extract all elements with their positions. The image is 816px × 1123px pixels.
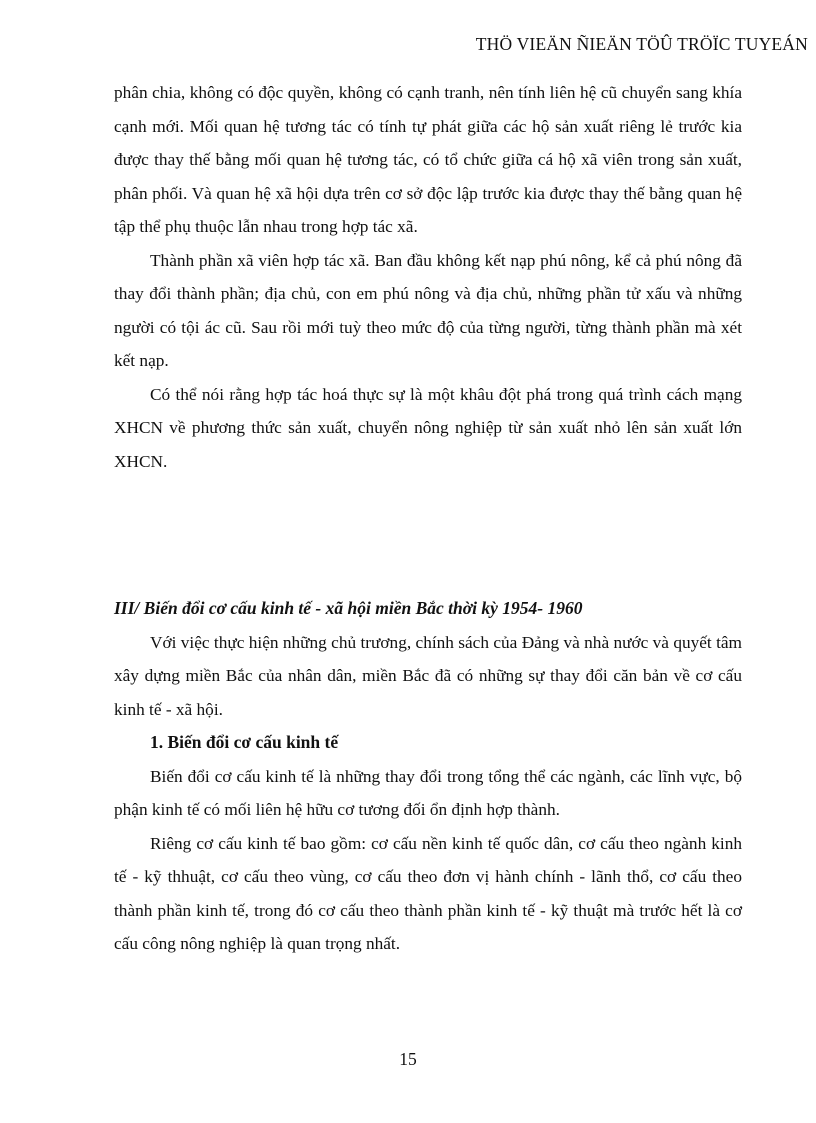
paragraph: Có thể nói rằng hợp tác hoá thực sự là một khâu đột phá trong quá trình cách mạng XHCN về phương thức sản xuất, chuyển nông nghiệp từ sản xuất nhỏ lên sản xuất lớn XHCN.	[114, 384, 742, 471]
paragraph: Thành phần xã viên hợp tác xã. Ban đầu không kết nạp phú nông, kể cả phú nông đã thay đổi thành phần; địa chủ, con em phú nông và địa chủ, những phần tử xấu và những người có tội ác cũ. Sau rồi mới tuỳ theo mức độ của từng người, từng thành phần mà xét kết nạp.	[114, 250, 742, 370]
page-number: 15	[399, 1049, 417, 1069]
paragraph: Với việc thực hiện những chủ trương, chính sách của Đảng và nhà nước và quyết tâm xây dựng miền Bắc của nhân dân, miền Bắc đã có những sự thay đổi căn bản về cơ cấu kinh tế - xã hội.	[114, 632, 742, 719]
subsection-heading: 1. Biến đổi cơ cấu kinh tế	[150, 732, 339, 752]
paragraph: Riêng cơ cấu kinh tế bao gồm: cơ cấu nền kinh tế quốc dân, cơ cấu theo ngành kinh tế - kỹ thhuật, cơ cấu theo vùng, cơ cấu theo đơn vị hành chính - lãnh thổ, cơ cấu theo thành phần kinh tế, trong đó cơ cấu theo thành phần kinh tế - kỹ thuật mà trước hết là cơ cấu công nông nghiệp là quan trọng nhất.	[114, 833, 742, 953]
page-body	[114, 76, 742, 961]
running-header: THÖ VIEÄN ÑIEÄN TÖÛ TRÖÏC TUYEÁN	[475, 34, 808, 54]
blank-space	[114, 478, 742, 592]
paragraph: Biến đổi cơ cấu kinh tế là những thay đổi trong tổng thể các ngành, các lĩnh vực, bộ phận kinh tế có mối liên hệ hữu cơ tương đối ổn định hợp thành.	[114, 766, 742, 819]
section-heading: III/ Biến đổi cơ cấu kinh tế - xã hội miền Bắc thời kỳ 1954- 1960	[114, 598, 583, 618]
paragraph: phân chia, không có độc quyền, không có cạnh tranh, nên tính liên hệ cũ chuyển sang khía cạnh mới. Mối quan hệ tương tác có tính tự phát giữa các hộ sản xuất riêng lẻ trước kia được thay thế bằng mối quan hệ tương tác, có tổ chức giữa cá hộ xã viên trong sản xuất, phân phối. Và quan hệ xã hội dựa trên cơ sở độc lập trước kia được thay thế bằng quan hệ tập thể phụ thuộc lẫn nhau trong hợp tác xã.	[114, 83, 742, 236]
